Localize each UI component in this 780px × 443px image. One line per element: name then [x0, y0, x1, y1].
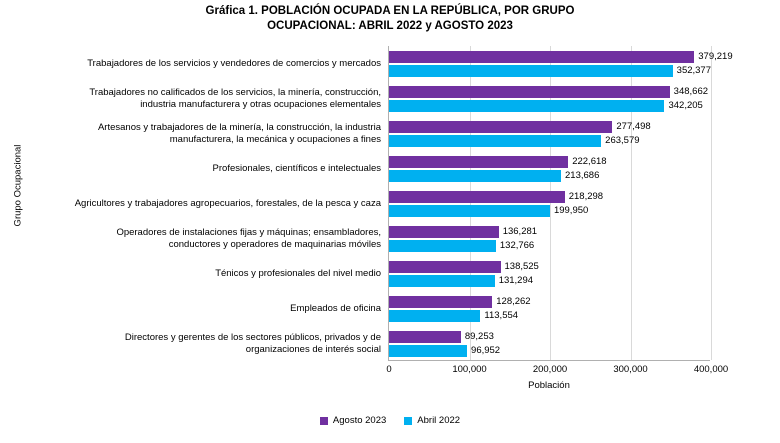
- bar-value-label: 128,262: [496, 295, 531, 307]
- category-label: [21, 198, 381, 210]
- bar-value-label: 136,281: [502, 225, 538, 237]
- bar-value-label: 199,950: [553, 204, 589, 216]
- bar-value-label: 89,253: [464, 330, 494, 342]
- legend-swatch-icon: [320, 417, 328, 425]
- bar-agosto-2023: [389, 261, 501, 273]
- bar-abril-2022: [389, 240, 496, 252]
- legend-label: Agosto 2023: [332, 415, 387, 426]
- category-label-line: Trabajadores de los servicios y vendedores de comercios y mercados: [87, 57, 381, 69]
- legend-item-agosto-2023: [320, 415, 386, 426]
- chart-legend: [0, 415, 780, 426]
- bar-abril-2022: [389, 65, 673, 77]
- category-label-line: Profesionales, científicos e intelectuales: [212, 162, 381, 174]
- category-label-line: Agricultores y trabajadores agropecuarios, forestales, de la pesca y caza: [74, 197, 381, 209]
- x-axis-title: Población: [528, 380, 570, 391]
- category-label-line: Artesanos y trabajadores de la minería, la construcción, la industria: [97, 122, 381, 133]
- bar-value-label: 213,686: [565, 169, 600, 181]
- category-label: [21, 163, 381, 175]
- category-label: [21, 303, 381, 315]
- bar-value-label: 352,377: [676, 64, 711, 76]
- category-label-line: Trabajadores no calificados de los servicios, la minería, construcción,: [89, 87, 381, 98]
- category-label-line: organizaciones de interés social: [245, 343, 381, 355]
- bar-agosto-2023: [389, 86, 670, 98]
- bar-abril-2022: [389, 310, 480, 322]
- bar-value-label: 277,498: [616, 120, 651, 132]
- bar-value-label: 113,554: [484, 309, 519, 321]
- plot-area: [74, 46, 733, 375]
- bar-value-label: 96,952: [471, 344, 501, 356]
- x-axis-tick-label: 100,000: [452, 364, 487, 375]
- category-label-line: industria manufacturera y otras ocupaciones elementales: [140, 98, 381, 110]
- bar-abril-2022: [389, 345, 467, 357]
- gridline: [711, 46, 712, 360]
- bar-value-label: 342,205: [668, 99, 703, 111]
- bar-value-label: 222,618: [572, 155, 607, 167]
- category-label-line: Empleados de oficina: [290, 302, 381, 314]
- legend-item-abril-2022: [404, 415, 460, 426]
- legend-label: Abril 2022: [417, 415, 461, 426]
- bar-agosto-2023: [389, 156, 568, 168]
- bar-value-label: 348,662: [673, 85, 709, 97]
- bar-value-label: 263,579: [605, 134, 640, 146]
- bar-value-label: 379,219: [698, 50, 733, 62]
- bar-value-label: 218,298: [568, 190, 604, 202]
- category-label-line: Directores y gerentes de los sectores públicos, privados y de: [124, 332, 381, 343]
- chart-title-line-2: OCUPACIONAL: ABRIL 2022 y AGOSTO 2023: [267, 20, 513, 32]
- category-label: [21, 87, 381, 110]
- category-label-line: manufacturera, la mecánica y ocupaciones a fines: [169, 133, 381, 145]
- bar-agosto-2023: [389, 191, 565, 203]
- bar-abril-2022: [389, 275, 495, 287]
- y-axis-title: Grupo Ocupacional: [12, 144, 24, 227]
- category-label-line: conductores y operadores de maquinarias móviles: [168, 238, 381, 250]
- x-axis-tick-label: 300,000: [613, 364, 648, 375]
- bar-abril-2022: [389, 135, 601, 147]
- category-label: [21, 227, 381, 250]
- bar-agosto-2023: [389, 51, 694, 63]
- legend-swatch-icon: [404, 417, 412, 425]
- bar-abril-2022: [389, 205, 550, 217]
- category-label: [21, 58, 381, 70]
- category-label-line: Operadores de instalaciones fijas y máquinas; ensambladores,: [116, 227, 381, 238]
- x-axis-tick-label: 400,000: [693, 364, 729, 375]
- category-label: [21, 268, 381, 280]
- bar-value-label: 132,766: [499, 239, 535, 251]
- bar-agosto-2023: [389, 296, 492, 308]
- x-axis-tick-label: 200,000: [532, 364, 568, 375]
- bar-agosto-2023: [389, 226, 499, 238]
- x-axis-tick-label: 0: [386, 364, 392, 375]
- chart-title-line-1: Gráfica 1. POBLACIÓN OCUPADA EN LA REPÚBLICA, POR GRUPO: [205, 5, 575, 17]
- bar-abril-2022: [389, 100, 664, 112]
- chart-title: [110, 4, 670, 34]
- bar-agosto-2023: [389, 121, 612, 133]
- bar-agosto-2023: [389, 331, 461, 343]
- category-label: [21, 122, 381, 145]
- category-label: [21, 332, 381, 355]
- bar-value-label: 131,294: [498, 274, 534, 286]
- category-label-line: Ténicos y profesionales del nivel medio: [215, 267, 381, 279]
- bar-value-label: 138,525: [504, 260, 539, 272]
- bar-abril-2022: [389, 170, 561, 182]
